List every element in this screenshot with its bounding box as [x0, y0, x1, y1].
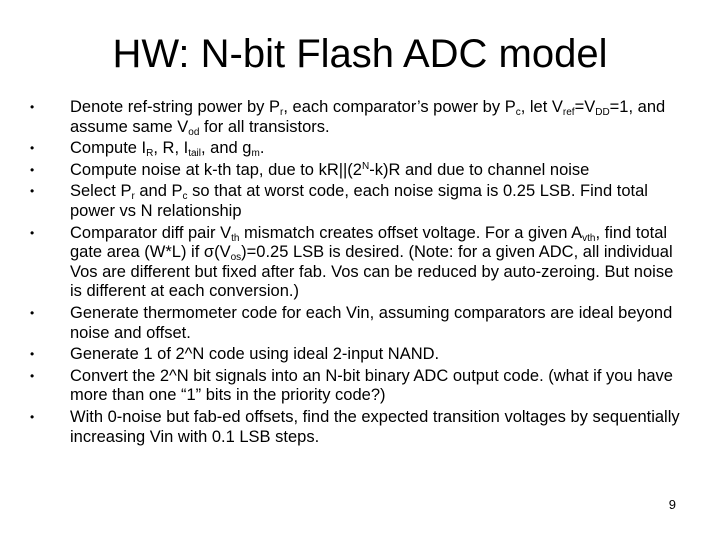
bullet-marker-icon: • — [30, 409, 35, 424]
bullet-marker-icon: • — [30, 347, 35, 362]
bullet-marker-icon: • — [30, 225, 35, 240]
bullet-list — [30, 98, 680, 449]
bullet-text: Denote ref-string power by $P_r$, each comparator’s power by $P_c$, let $V_{ref}=V_{DD}=1$, and assume same $V_{od}$ for all transistors. — [70, 98, 666, 138]
bullet-text: Generate thermometer code for each Vin, assuming comparators are ideal beyond noise and offset. — [70, 303, 673, 342]
bullet-marker-icon: • — [30, 368, 35, 383]
bullet-marker-icon: • — [30, 141, 35, 156]
bullet-item — [30, 98, 680, 137]
bullet-item — [30, 139, 680, 159]
bullet-item — [30, 182, 680, 221]
bullet-text: Comparator diff pair $V_{th}$ mismatch creates offset voltage. For a given $A_{vth}$, find total gate area (W*L) if $\sigma(V_{os})=0.25$ LSB is desired. (Note: for a given ADC, all individual Vos are different but fixed after fab. Vos can be reduced by auto-zeroing. But noise is different at each conversion.) — [70, 223, 674, 301]
bullet-item — [30, 408, 680, 447]
bullet-text: With 0-noise but fab-ed offsets, find the expected transition voltages by sequentially increasing Vin with 0.1 LSB steps. — [70, 407, 680, 446]
bullet-marker-icon: • — [30, 305, 35, 320]
page-number: 9 — [668, 497, 676, 512]
bullet-text: Compute noise at k-th tap, due to $kR||(2^N-k)R$ and due to channel noise — [70, 160, 590, 179]
bullet-text: Generate 1 of 2^N code using ideal 2-input NAND. — [70, 345, 440, 364]
bullet-text: Convert the 2^N bit signals into an N-bit binary ADC output code. (what if you have more than one “1” bits in the priority code?) — [70, 366, 673, 405]
bullet-marker-icon: • — [30, 184, 35, 199]
bullet-item — [30, 345, 680, 365]
bullet-marker-icon: • — [30, 100, 35, 114]
bullet-marker-icon: • — [30, 162, 35, 177]
bullet-text: Compute $I_R$, R, $I_{tail}$, and $g_m$. — [70, 139, 265, 160]
bullet-item — [30, 367, 680, 406]
bullet-text: Select $P_r$ and $P_c$ so that at worst code, each noise sigma is 0.25 LSB. Find total power vs N relationship — [70, 182, 648, 220]
bullet-item — [30, 224, 680, 302]
slide-title: HW: N-bit Flash ADC model — [112, 32, 608, 76]
bullet-item — [30, 161, 680, 181]
bullet-item — [30, 304, 680, 343]
